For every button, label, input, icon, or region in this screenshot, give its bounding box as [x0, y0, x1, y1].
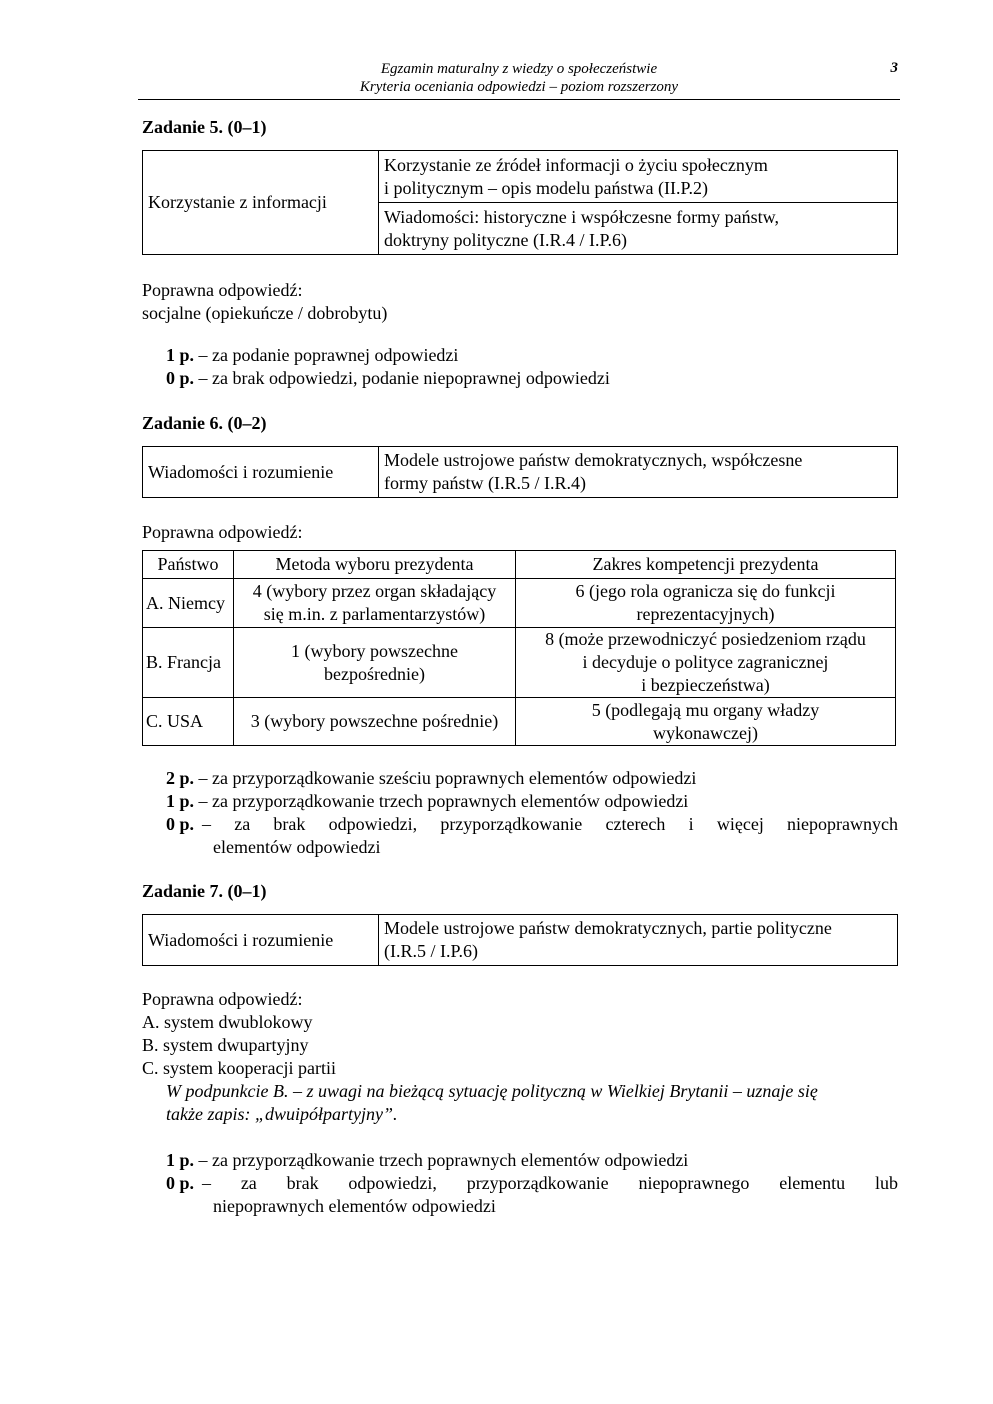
task6-score-0: 0 p. – za brak odpowiedzi, przyporządkowanie czterech i więcej niepoprawnych elementów odpowiedzi	[166, 814, 898, 857]
task7-note-line2: także zapis: „dwuipółpartyjny”.	[166, 1104, 398, 1124]
task7-answer-a: A. system dwublokowy	[142, 1012, 313, 1032]
task6-title: Zadanie 6. (0–2)	[142, 413, 267, 433]
header-title: Egzamin maturalny z wiedzy o społeczeństwie	[380, 61, 658, 77]
task7-score-0: 0 p. – za brak odpowiedzi, przyporządkowanie niepoprawnego elementu lub niepoprawnych elementów odpowiedzi	[166, 1173, 898, 1216]
method-cell: 1 (wybory powszechne bezpośrednie)	[234, 628, 516, 698]
task6-answer-label: Poprawna odpowiedź:	[142, 522, 303, 542]
col-header-election-method: Metoda wyboru prezydenta	[234, 551, 516, 579]
competence-cell: 6 (jego rola ogranicza się do funkcji reprezentacyjnych)	[516, 579, 896, 628]
task7-area: Wiadomości i rozumienie	[143, 915, 379, 966]
task7-title: Zadanie 7. (0–1)	[142, 881, 267, 901]
task7-requirements-table	[142, 914, 898, 966]
task5-requirements-table	[142, 150, 898, 255]
task7-note-line1: W podpunkcie B. – z uwagi na bieżącą sytuację polityczną w Wielkiej Brytanii – uznaje się	[166, 1081, 818, 1101]
task5-answer-label: Poprawna odpowiedź:	[142, 280, 303, 300]
page-header	[138, 58, 900, 100]
task6-requirements-table	[142, 446, 898, 498]
task6-area: Wiadomości i rozumienie	[143, 447, 379, 498]
task7-score-1: 1 p. – za przyporządkowanie trzech poprawnych elementów odpowiedzi	[166, 1150, 689, 1170]
task5-area: Korzystanie z informacji	[143, 151, 379, 255]
task5-score-1: 1 p. – za podanie poprawnej odpowiedzi	[166, 345, 459, 365]
task5-answer: socjalne (opiekuńcze / dobrobytu)	[142, 303, 388, 323]
table-row	[143, 698, 896, 746]
task7-answer-c: C. system kooperacji partii	[142, 1058, 336, 1078]
task7-answer-b: B. system dwupartyjny	[142, 1035, 309, 1055]
competence-cell: 5 (podlegają mu organy władzy wykonawczej)	[516, 698, 896, 746]
task6-requirement: Modele ustrojowe państw demokratycznych, współczesne formy państw (I.R.5 / I.R.4)	[379, 447, 898, 498]
task6-answer-table	[142, 550, 896, 746]
task6-score-2: 2 p. – za przyporządkowanie sześciu poprawnych elementów odpowiedzi	[166, 768, 697, 788]
country-cell: B. Francja	[143, 628, 234, 698]
country-cell: A. Niemcy	[143, 579, 234, 628]
country-cell: C. USA	[143, 698, 234, 746]
method-cell: 3 (wybory powszechne pośrednie)	[234, 698, 516, 746]
task6-score-1: 1 p. – za przyporządkowanie trzech poprawnych elementów odpowiedzi	[166, 791, 689, 811]
page-number: 3	[890, 60, 898, 76]
col-header-competences: Zakres kompetencji prezydenta	[516, 551, 896, 579]
task5-requirement-2: Wiadomości: historyczne i współczesne formy państw, doktryny polityczne (I.R.4 / I.P.6)	[379, 203, 898, 255]
task7-requirement: Modele ustrojowe państw demokratycznych, partie polityczne (I.R.5 / I.P.6)	[379, 915, 898, 966]
task5-score-0: 0 p. – za brak odpowiedzi, podanie niepoprawnej odpowiedzi	[166, 368, 610, 388]
task7-answer-label: Poprawna odpowiedź:	[142, 989, 303, 1009]
competence-cell: 8 (może przewodniczyć posiedzeniom rządu i decyduje o polityce zagranicznej i bezpieczeństwa)	[516, 628, 896, 698]
task5-title: Zadanie 5. (0–1)	[142, 117, 267, 137]
task5-requirement-1: Korzystanie ze źródeł informacji o życiu społecznym i politycznym – opis modelu państwa (II.P.2)	[379, 151, 898, 203]
table-row	[143, 579, 896, 628]
header-subtitle: Kryteria oceniania odpowiedzi – poziom rozszerzony	[359, 79, 679, 95]
method-cell: 4 (wybory przez organ składający się m.in. z parlamentarzystów)	[234, 579, 516, 628]
table-row	[143, 628, 896, 698]
col-header-country: Państwo	[143, 551, 234, 579]
